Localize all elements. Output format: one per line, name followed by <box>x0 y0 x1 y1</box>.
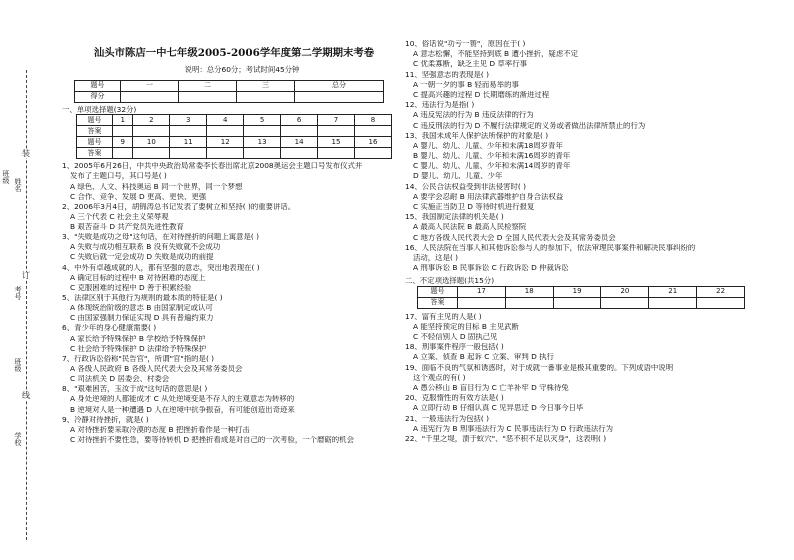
question-list-right-a <box>405 40 780 274</box>
question-line: B 婴儿、幼儿、儿童、少年和未满16周岁的青年 <box>413 152 571 161</box>
cut-mark: 线 <box>22 391 30 400</box>
question-line: 发布了主题口号，其口号是( ) <box>70 172 167 181</box>
question-line: A 意志松懈，不能坚持到底 B 遭小挫折，疑虑不定 <box>413 50 578 59</box>
question-line: A 立案、侦查 B 起诉 C 立案、审判 D 执行 <box>413 353 554 362</box>
answer-cell[interactable] <box>207 148 244 159</box>
question-line: 3、"失败是成功之母"这句话，在对待挫折的问题上寓意是( ) <box>62 233 259 242</box>
grid-cell: 16 <box>354 137 391 148</box>
score-header: 题号 <box>75 80 121 91</box>
question-line: 17、富有主见的人是( ) <box>405 312 482 321</box>
question-line: A 各级人民政府 B 各级人民代表大会及其常务委员会 <box>70 365 243 374</box>
answer-cell[interactable] <box>244 126 281 137</box>
answer-grid-2 <box>417 286 745 309</box>
question-line: 10、俗话说"功亏一篑"，原因在于( ) <box>405 40 526 48</box>
margin-label: 考号 <box>14 286 22 300</box>
section-heading: 一、单项选择题(32分) <box>62 104 137 114</box>
question-line: A 体现统治阶级的意志 B 由国家制定或认可 <box>70 304 213 313</box>
grid-cell: 17 <box>458 286 506 297</box>
question-line: A 能坚持预定的目标 B 主见武断 <box>413 322 519 331</box>
grid-cell: 2 <box>133 115 170 126</box>
grid-cell: 题号 <box>77 137 113 148</box>
question-line: C 社会给予特殊保护 D 法律给予特殊保护 <box>70 344 207 353</box>
margin-label: 班级 <box>2 170 10 184</box>
question-line: C 失败后就一定会成功 D 失败是成功的前提 <box>70 253 214 262</box>
grid-cell: 9 <box>113 137 133 148</box>
grid-cell: 13 <box>244 137 281 148</box>
question-line: A 失败与成功相互联系 B 没有失败就不会成功 <box>70 243 221 252</box>
score-header: 二 <box>179 80 237 91</box>
grid-cell: 1 <box>113 115 133 126</box>
exam-title: 汕头市陈店一中七年级2005-2006学年度第二学期期末考卷 <box>93 47 375 59</box>
question-line: A 家长给予特殊保护 B 学校给予特殊保护 <box>70 334 206 343</box>
grid-cell: 8 <box>354 115 391 126</box>
question-line: 8、"艰难困苦，玉汝于成"这句话的意思是( ) <box>62 385 208 394</box>
answer-cell[interactable] <box>281 126 318 137</box>
binding-margin <box>0 0 60 560</box>
question-line: A 婴儿、幼儿、儿童、少年和未满18周岁青年 <box>413 141 563 150</box>
right-column <box>405 40 780 445</box>
grid-cell: 19 <box>553 286 601 297</box>
question-line: 2、2006年3月4日，胡锦涛总书记发表了要树立和坚持( )的重要讲话。 <box>62 202 296 211</box>
question-line: B 艰苦奋斗 D 共产党员先进性教育 <box>70 223 184 232</box>
question-line: C 合作、竞争、发展 D 更高、更快、更强 <box>70 192 207 201</box>
grid-cell: 题号 <box>418 286 458 297</box>
answer-cell[interactable] <box>244 148 281 159</box>
question-line: 18、刑事案件程序一般包括( ) <box>405 343 504 352</box>
section-heading: 二、不定项选择题(共15分) <box>405 276 495 286</box>
score-table <box>74 80 384 103</box>
answer-cell[interactable] <box>601 297 649 308</box>
question-line: A 三个代表 C 社会主义荣辱观 <box>70 212 169 221</box>
question-line: C 实施正当防卫 D 等待时机进行报复 <box>413 203 535 211</box>
answer-cell[interactable] <box>281 148 318 159</box>
question-line: D 婴儿、幼儿、儿童、少年 <box>413 172 503 181</box>
grid-cell: 11 <box>170 137 207 148</box>
question-line: 16、人民法院在当事人和其他诉讼参与人的参加下，依法审理民事案件和解决民事纠纷的 <box>405 243 696 252</box>
grid-cell: 答案 <box>77 126 113 137</box>
question-line: C 不轻信别人 D 固执己见 <box>413 333 498 342</box>
grid-cell: 3 <box>170 115 207 126</box>
question-line: 9、冷静对待挫折，就是( ) <box>62 415 149 424</box>
question-line: A 违宪行为 B 刑事违法行为 C 民事违法行为 D 行政违法行为 <box>413 424 614 433</box>
question-line: 12、违法行为是指( ) <box>405 101 475 110</box>
question-line: 4、中外有卓越成就的人，都有坚强的意志，突出地表现在( ) <box>62 263 260 272</box>
question-line: 11、坚强意志的表现是( ) <box>405 70 490 79</box>
grid-cell: 20 <box>601 286 649 297</box>
question-line: A 绿色、人文、科技奥运 B 同一个世界，同一个梦想 <box>70 182 243 191</box>
answer-cell[interactable] <box>133 126 170 137</box>
answer-cell[interactable] <box>207 126 244 137</box>
dashed-binding-line <box>26 70 27 540</box>
question-line: 21、一般违法行为包括( ) <box>405 414 490 423</box>
question-line: A 刑事诉讼 B 民事诉讼 C 行政诉讼 D 仲裁诉讼 <box>413 264 569 273</box>
grid-cell: 6 <box>281 115 318 126</box>
grid-cell: 题号 <box>77 115 113 126</box>
question-line: B 逆境对人是一种遭遇 D 人在逆境中抗争振奋，有可能创造出奇迹来 <box>70 405 295 414</box>
question-line: A 一朝一夕的事 B 轻而易举的事 <box>413 80 519 89</box>
answer-cell[interactable] <box>170 148 207 159</box>
grid-cell: 4 <box>207 115 244 126</box>
question-list-left <box>62 162 392 446</box>
question-line: A 身处逆境的人都能成才 C 从处逆境变是不存人的主观意志为转移的 <box>70 395 295 404</box>
question-line: A 最高人民法院 B 最高人民检察院 <box>413 223 527 232</box>
answer-cell[interactable] <box>649 297 697 308</box>
question-line: C 婴儿、幼儿、儿童、少年和未满14周岁的青年 <box>413 162 571 171</box>
grid-cell: 5 <box>244 115 281 126</box>
question-line: 14、公民合法权益受到非法侵害时( ) <box>405 182 526 191</box>
score-cell[interactable] <box>237 91 295 102</box>
question-line: 7、行政诉讼俗称"民告官"，所谓"官"指的是( ) <box>62 354 215 363</box>
grid-cell: 18 <box>505 286 553 297</box>
answer-cell[interactable] <box>318 126 355 137</box>
question-line: C 违反刑法的行为 D 不履行法律规定的义务或者做出法律所禁止的行为 <box>413 121 646 130</box>
question-line: C 由国家强制力保证实现 D 具有普遍约束力 <box>70 314 214 323</box>
answer-cell[interactable] <box>170 126 207 137</box>
grid-cell: 22 <box>697 286 745 297</box>
question-line: A 违反宪法的行为 B 违反法律的行为 <box>413 111 534 120</box>
grid-cell: 答案 <box>418 297 458 308</box>
answer-cell[interactable] <box>697 297 745 308</box>
question-line: 1、2005年6月26日，中共中央政治局常委李长春出席北京2008奥运会主题口号发布仪式并 <box>62 162 363 171</box>
score-header: 三 <box>237 80 295 91</box>
question-line: A 对待挫折要采取冷漠的态度 B 把挫折看作是一种打击 <box>70 425 250 434</box>
question-line: C 提高兴趣的过程 D 长期磨练的渐进过程 <box>413 90 550 99</box>
question-line: C 优柔寡断，缺乏主见 D 草率行事 <box>413 60 527 69</box>
question-line: 5、法律区别于其他行为规则的最本质的特征是( ) <box>62 294 223 303</box>
question-line: A 确定目标的过程中 B 对待困难的态度上 <box>70 273 206 282</box>
answer-cell[interactable] <box>133 148 170 159</box>
question-line: 6、青少年的身心健康需要( ) <box>62 324 157 333</box>
question-line: C 司法机关 D 居委会、村委会 <box>70 375 170 384</box>
score-header: 总分 <box>295 80 384 91</box>
answer-cell[interactable] <box>553 297 601 308</box>
grid-cell: 14 <box>281 137 318 148</box>
score-cell[interactable] <box>121 91 179 102</box>
question-line: 13、我国未成年人保护法所保护的对象是( ) <box>405 131 549 140</box>
question-line: C 克服困难的过程中 D 善于积累经验 <box>70 283 192 292</box>
cut-mark: 订 <box>22 271 30 280</box>
margin-label: 姓名 <box>14 178 22 192</box>
question-line: 活动，这是( ) <box>413 253 459 262</box>
answer-cell[interactable] <box>354 126 391 137</box>
answer-cell[interactable] <box>505 297 553 308</box>
grid-cell: 答案 <box>77 148 113 159</box>
margin-label: 班级 <box>14 358 22 372</box>
answer-cell[interactable] <box>113 148 133 159</box>
score-cell[interactable] <box>295 91 384 102</box>
answer-cell[interactable] <box>354 148 391 159</box>
answer-cell[interactable] <box>113 126 133 137</box>
question-line: 22、"千里之堤，溃于蚁穴"、"恶不积不足以灭身"，这表明( ) <box>405 434 607 443</box>
score-cell[interactable] <box>179 91 237 102</box>
answer-cell[interactable] <box>458 297 506 308</box>
question-line: C 地方各级人民代表大会 D 全国人民代表大会及其常务委员会 <box>413 233 616 242</box>
answer-cell[interactable] <box>318 148 355 159</box>
question-line: A 立即行动 B 仔细认真 C 见异思迁 D 今日事今日毕 <box>413 404 584 413</box>
grid-cell: 7 <box>318 115 355 126</box>
question-list-right-b <box>405 313 780 445</box>
question-line: 20、克服惰性的有效方法是( ) <box>405 394 504 403</box>
question-line: 15、我国制定法律的机关是( ) <box>405 213 504 222</box>
exam-instructions: 说明：总分60分；考试时间45分钟 <box>184 65 300 75</box>
cut-mark: 装 <box>22 149 30 158</box>
score-header: 一 <box>121 80 179 91</box>
left-column <box>62 40 392 446</box>
grid-cell: 15 <box>318 137 355 148</box>
grid-cell: 12 <box>207 137 244 148</box>
question-line: A 要学会忍耐 B 用法律武器维护自身合法权益 <box>413 192 564 201</box>
question-line: C 对待挫折不要性急，要等待转机 D 把挫折看成是对自己的一次考验，一个磨砺的机会 <box>70 436 354 445</box>
question-line: 这个观点的有( ) <box>413 373 466 382</box>
score-row-label: 得分 <box>75 91 121 102</box>
grid-cell: 10 <box>133 137 170 148</box>
grid-cell: 21 <box>649 286 697 297</box>
answer-grid-1 <box>76 114 392 159</box>
margin-label: 学校 <box>14 432 22 446</box>
question-line: A 愚公移山 B 盲目行为 C 亡羊补牢 D 守株待兔 <box>413 384 569 393</box>
question-line: 19、面临不良的气氛和诱惑时，对于成就一番事业是极其重要的。下列成语中说明 <box>405 363 674 372</box>
